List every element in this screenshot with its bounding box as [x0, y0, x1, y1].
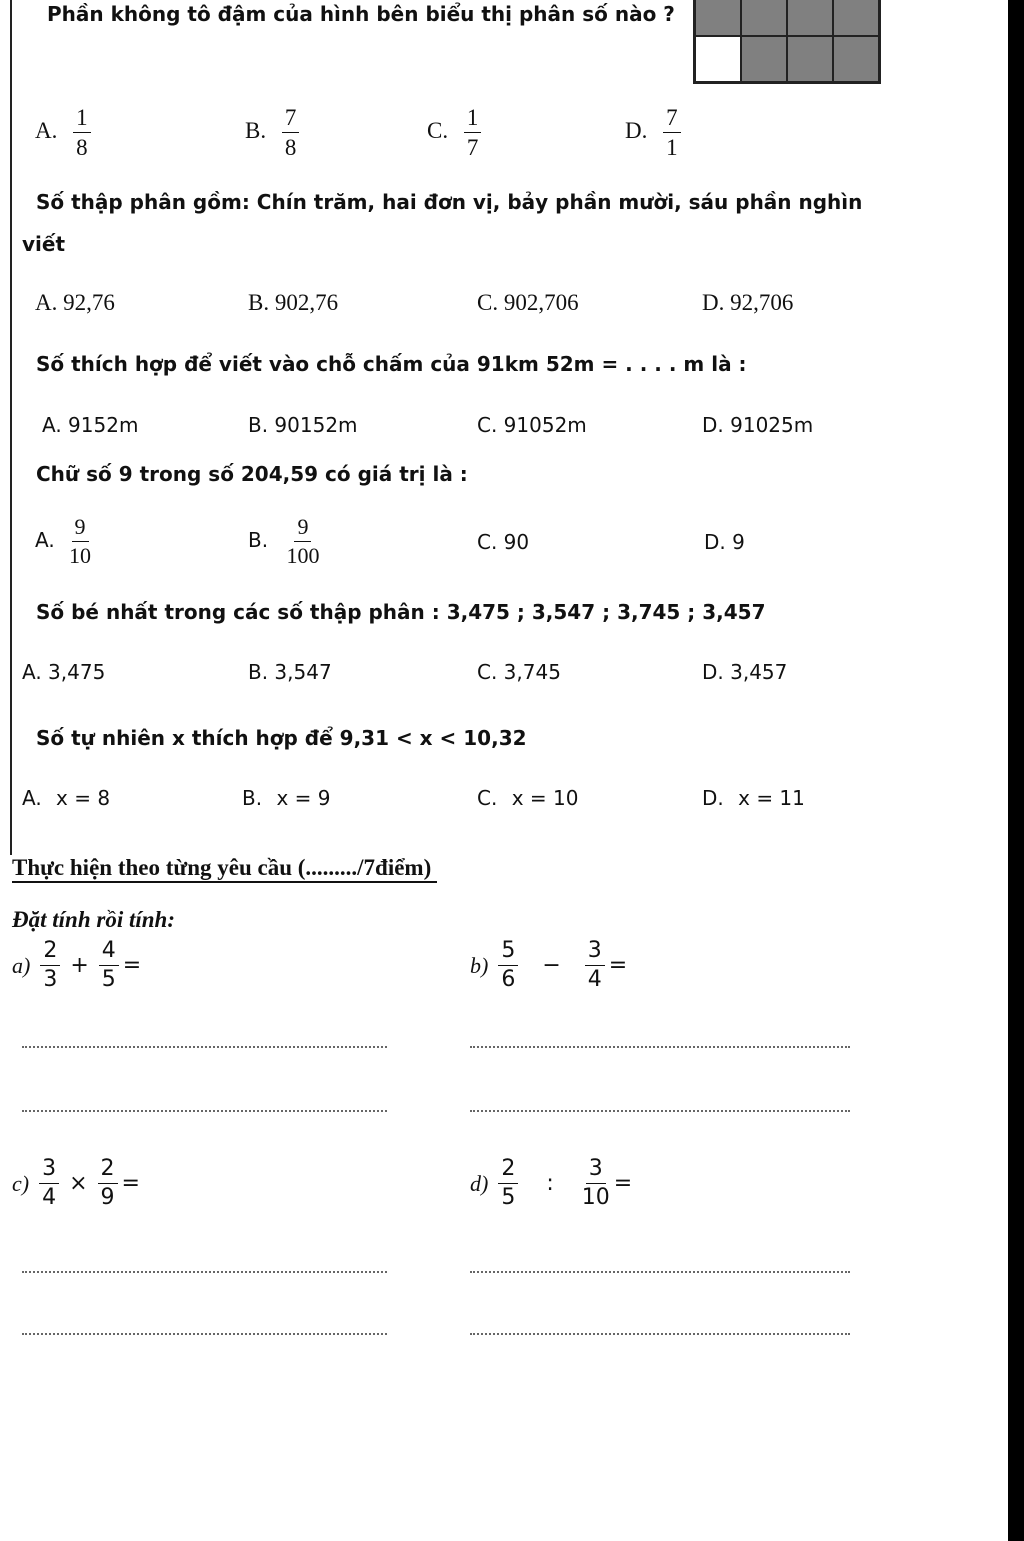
numerator: 5: [498, 940, 518, 966]
fraction: [40, 940, 60, 991]
fraction: [498, 1158, 518, 1209]
operator: :: [546, 1171, 554, 1196]
equals-sign: =: [122, 953, 142, 978]
answer-line[interactable]: [22, 1333, 387, 1335]
q3-option-b[interactable]: B. 90152m: [248, 413, 358, 437]
option-letter: C.: [427, 117, 449, 143]
grid-cell-shaded: [833, 36, 879, 82]
exercise-label: b): [470, 952, 489, 978]
denominator: 10: [69, 543, 92, 568]
answer-line[interactable]: [22, 1271, 387, 1273]
q1-option-a[interactable]: [35, 106, 91, 159]
q6-option-a[interactable]: [22, 786, 110, 810]
q1-option-b[interactable]: [245, 106, 299, 159]
q6-question-prefix: Số tự nhiên x thích hợp để: [36, 726, 340, 750]
option-expression: x = 8: [56, 786, 111, 810]
fraction: [73, 106, 91, 159]
answer-line[interactable]: [22, 1110, 387, 1112]
fraction: [663, 106, 681, 159]
q5-option-b[interactable]: B. 3,547: [248, 660, 332, 684]
q6-question: [36, 726, 527, 750]
denominator: 7: [466, 135, 479, 160]
operator: +: [70, 953, 89, 978]
option-letter: B.: [248, 528, 269, 552]
fraction: [286, 516, 319, 567]
fraction: [582, 1158, 610, 1209]
grid-cell-shaded: [833, 0, 879, 36]
left-margin-rule: [10, 0, 12, 855]
answer-line[interactable]: [470, 1046, 850, 1048]
q1-question: Phần không tô đậm của hình bên biểu thị phân số nào ?: [47, 2, 675, 26]
numerator: 1: [464, 106, 482, 133]
q4-option-c[interactable]: C. 90: [477, 530, 530, 554]
denominator: 5: [501, 1185, 516, 1210]
numerator: 3: [39, 1158, 59, 1184]
numerator: 7: [282, 106, 300, 133]
denominator: 8: [284, 135, 297, 160]
denominator: 1: [666, 135, 678, 160]
denominator: 10: [581, 1185, 610, 1210]
option-letter: B.: [242, 786, 263, 810]
answer-line[interactable]: [470, 1271, 850, 1273]
grid-cell-shaded: [787, 36, 833, 82]
fraction: [39, 1158, 59, 1209]
exercise-label: a): [12, 952, 31, 978]
part2-title: Thực hiện theo từng yêu cầu (........./7điểm): [12, 855, 437, 883]
q6-option-b[interactable]: [242, 786, 330, 810]
fraction: [498, 940, 518, 991]
numerator: 7: [663, 106, 681, 133]
q2-option-b[interactable]: B. 902,76: [248, 290, 339, 315]
option-expression: x = 10: [511, 786, 579, 810]
q6-option-c[interactable]: [477, 786, 578, 810]
part2-subtitle: Đặt tính rồi tính:: [12, 907, 175, 932]
q1-option-d[interactable]: [625, 106, 681, 159]
option-letter: A.: [35, 528, 55, 552]
option-letter: D.: [625, 117, 648, 143]
fraction: [69, 516, 91, 567]
denominator: 9: [100, 1185, 115, 1210]
equals-sign: =: [121, 1171, 140, 1196]
q1-option-c[interactable]: [427, 106, 481, 159]
answer-line[interactable]: [470, 1110, 850, 1112]
numerator: 2: [40, 940, 60, 966]
q3-option-a[interactable]: A. 9152m: [42, 413, 139, 437]
q4-option-b[interactable]: [248, 516, 319, 567]
option-letter: A.: [35, 117, 58, 143]
q6-question-math: 9,31 < x < 10,32: [339, 726, 527, 750]
shaded-grid-figure: [693, 0, 881, 84]
numerator: 2: [498, 1158, 518, 1184]
exercise-a: [12, 940, 141, 991]
grid-cell-shaded: [741, 0, 787, 36]
grid-cell-shaded: [695, 0, 741, 36]
q3-question: Số thích hợp để viết vào chỗ chấm của 91km 52m = . . . . m là :: [36, 352, 747, 376]
option-letter: B.: [245, 117, 267, 143]
denominator: 100: [286, 543, 320, 568]
numerator: 3: [585, 940, 605, 966]
exercise-label: c): [12, 1170, 30, 1196]
numerator: 9: [72, 516, 89, 542]
exercise-b: [470, 940, 627, 991]
grid-cell-shaded: [741, 36, 787, 82]
fraction: [282, 106, 300, 159]
q3-option-c[interactable]: C. 91052m: [477, 413, 587, 437]
grid-cell-shaded: [787, 0, 833, 36]
q4-option-a[interactable]: [35, 516, 91, 567]
q5-option-a[interactable]: A. 3,475: [22, 660, 106, 684]
numerator: 4: [99, 940, 119, 966]
option-letter: C.: [477, 786, 498, 810]
option-expression: x = 11: [738, 786, 805, 810]
q6-option-d[interactable]: [702, 786, 805, 810]
option-letter: A.: [22, 786, 42, 810]
q3-option-d[interactable]: D. 91025m: [702, 413, 814, 437]
answer-line[interactable]: [22, 1046, 387, 1048]
exercise-d: [470, 1158, 632, 1209]
numerator: 3: [586, 1158, 606, 1184]
q2-option-a[interactable]: A. 92,76: [35, 290, 115, 315]
denominator: 5: [101, 967, 116, 992]
denominator: 4: [42, 1185, 57, 1210]
fraction: [98, 1158, 118, 1209]
option-expression: x = 9: [276, 786, 331, 810]
exercise-label: d): [470, 1170, 489, 1196]
q5-question: Số bé nhất trong các số thập phân : 3,475 ; 3,547 ; 3,745 ; 3,457: [36, 600, 766, 624]
fraction: [99, 940, 119, 991]
q2-question-line2: viết: [22, 232, 66, 256]
denominator: 8: [76, 135, 88, 160]
exercise-c: [12, 1158, 140, 1209]
q2-option-d[interactable]: D. 92,706: [702, 290, 794, 315]
q5-option-d[interactable]: D. 3,457: [702, 660, 788, 684]
equals-sign: =: [613, 1171, 633, 1196]
q2-option-c[interactable]: C. 902,706: [477, 290, 579, 315]
q2-question-line1: Số thập phân gồm: Chín trăm, hai đơn vị, bảy phần mười, sáu phần nghìn: [36, 190, 863, 214]
numerator: 2: [98, 1158, 118, 1184]
denominator: 6: [501, 967, 516, 992]
operator: −: [542, 953, 561, 978]
option-letter: D.: [702, 786, 724, 810]
denominator: 3: [43, 967, 58, 992]
q5-option-c[interactable]: C. 3,745: [477, 660, 561, 684]
numerator: 1: [73, 106, 91, 133]
grid-cell-unshaded: [695, 36, 741, 82]
q4-option-d[interactable]: D. 9: [704, 530, 745, 554]
right-edge-bar: [1008, 0, 1024, 1541]
answer-line[interactable]: [470, 1333, 850, 1335]
equals-sign: =: [608, 953, 628, 978]
q4-question: Chữ số 9 trong số 204,59 có giá trị là :: [36, 462, 468, 486]
fraction: [585, 940, 605, 991]
operator: ×: [69, 1171, 88, 1196]
denominator: 4: [587, 967, 602, 992]
fraction: [464, 106, 482, 159]
numerator: 9: [294, 516, 311, 542]
